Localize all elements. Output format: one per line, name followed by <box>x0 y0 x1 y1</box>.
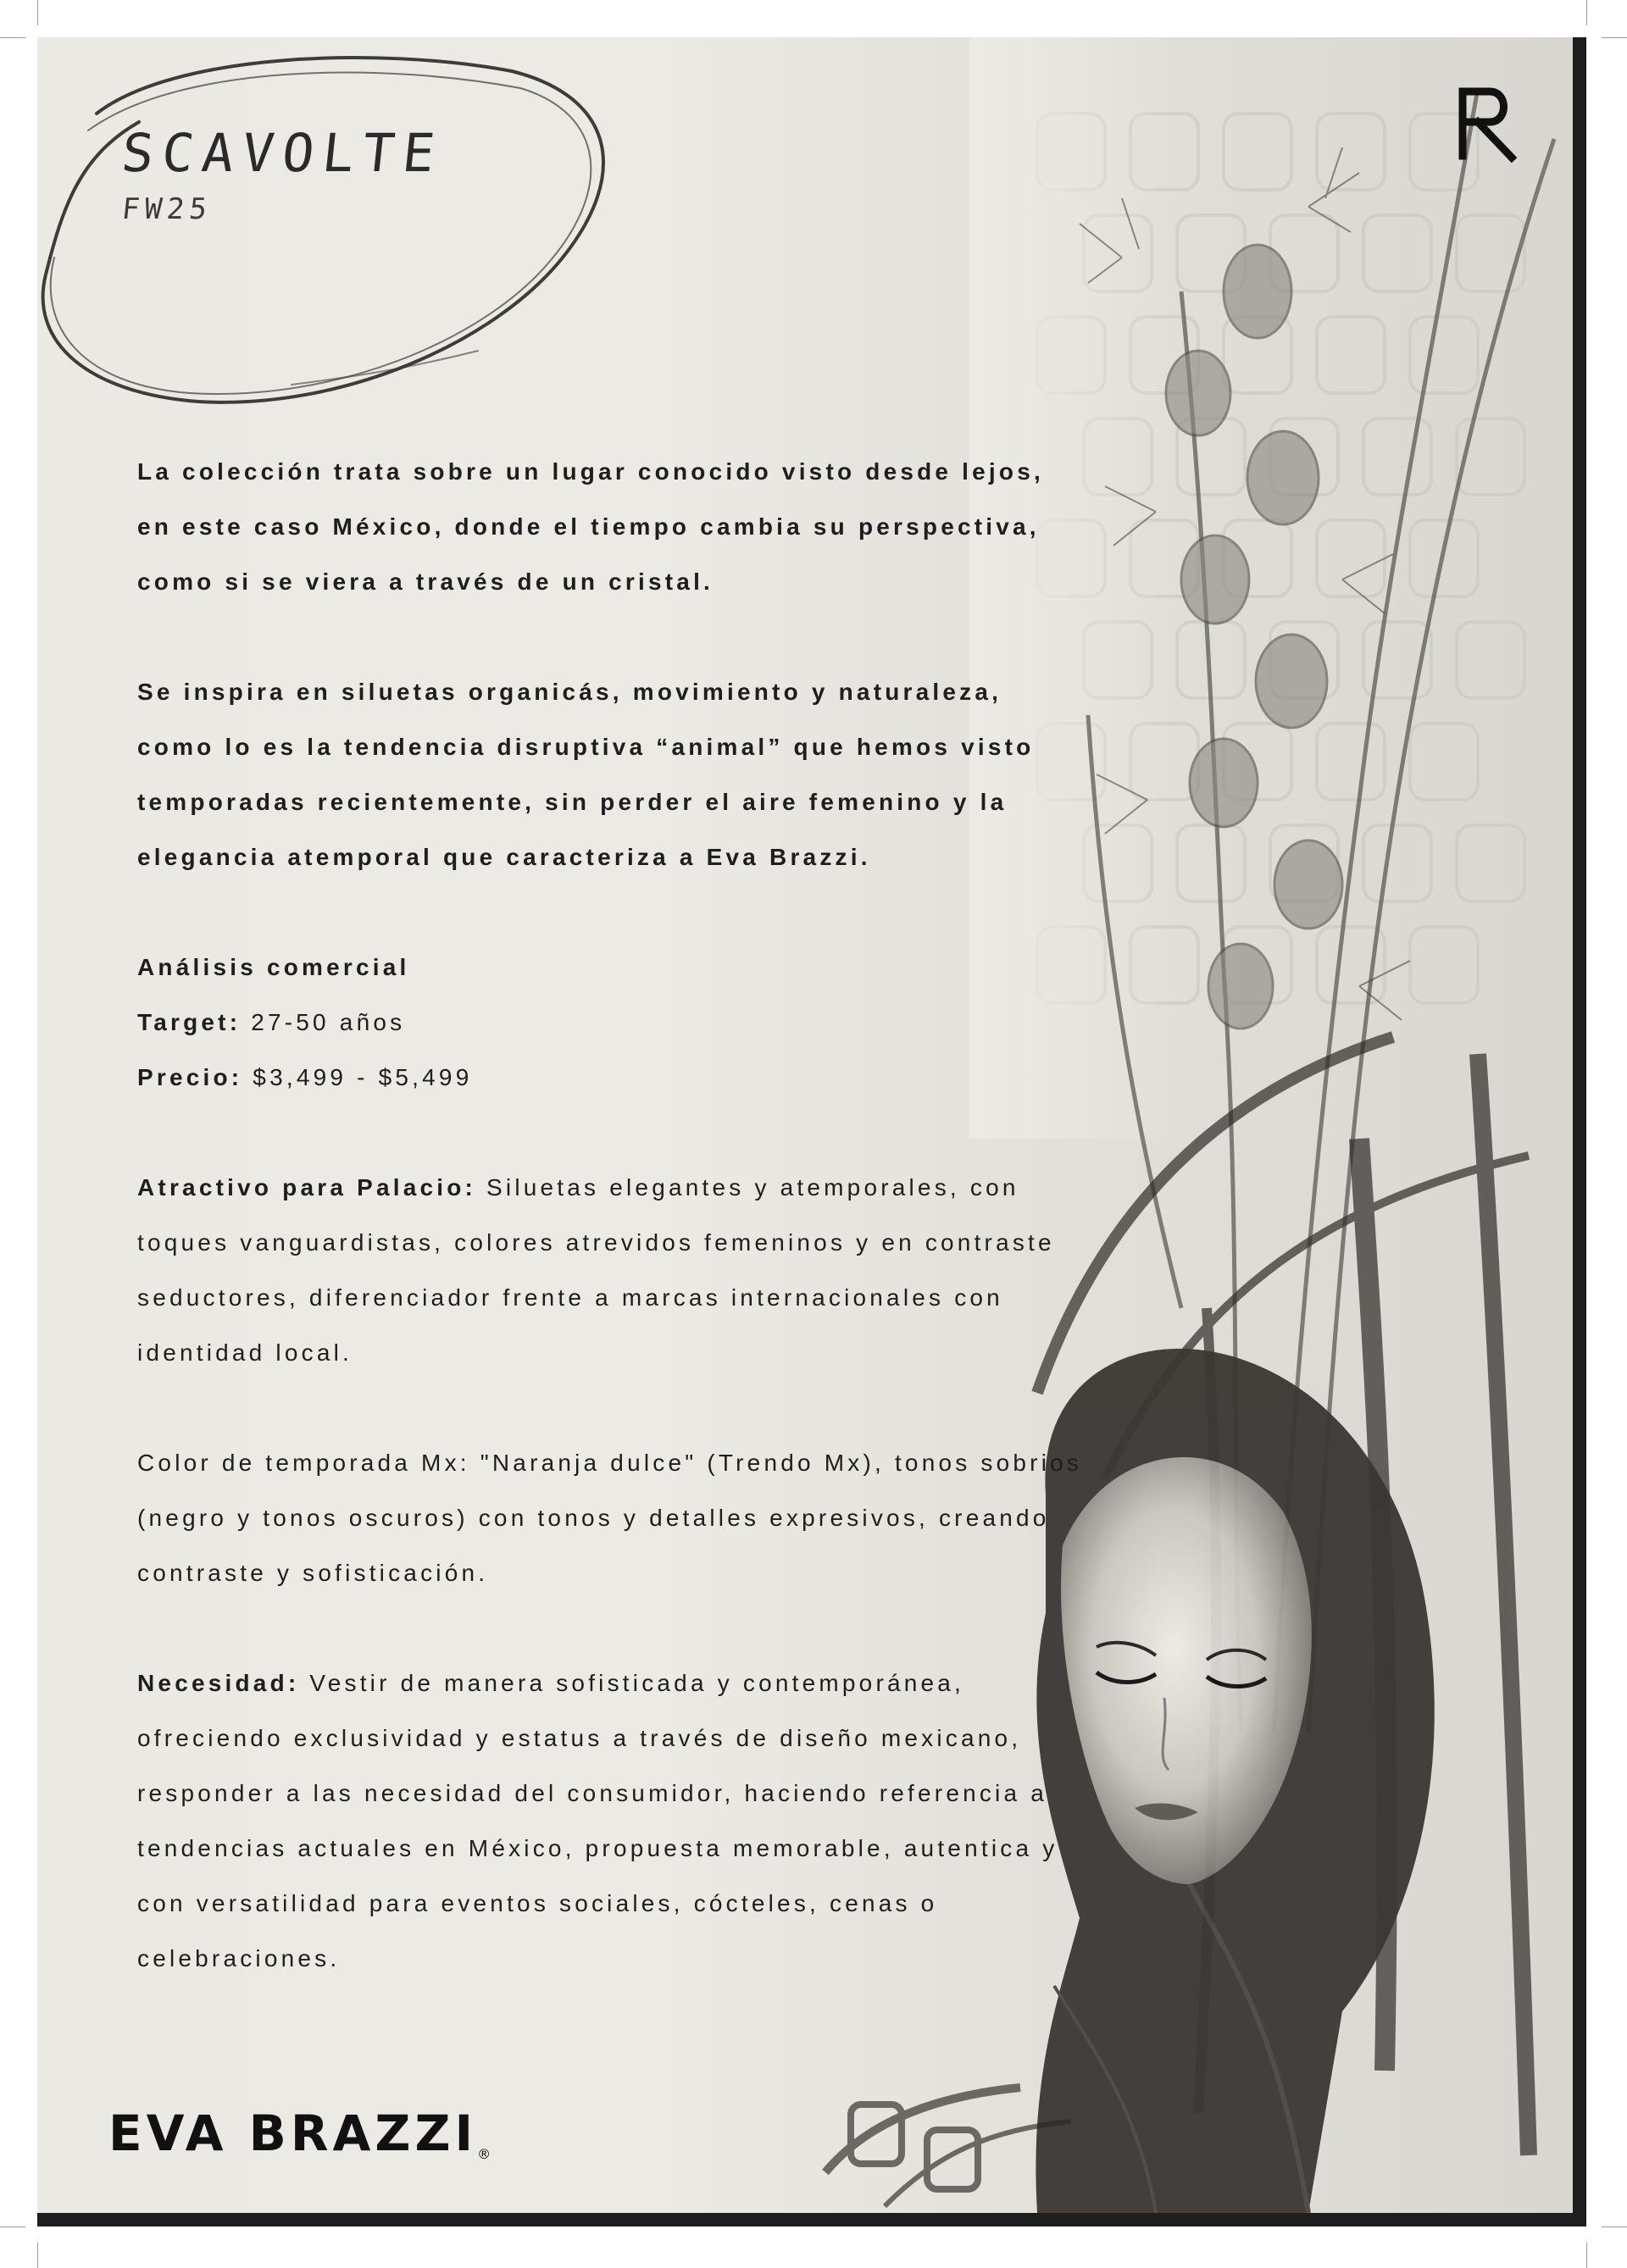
need-paragraph <box>137 1655 1086 1986</box>
page-frame-bottom <box>37 2213 1586 2226</box>
trim-mark <box>1602 37 1627 38</box>
price-line <box>137 1050 1086 1105</box>
price-label: Precio: <box>137 1064 243 1090</box>
title-scribble <box>37 37 630 444</box>
need-label: Necesidad: <box>137 1670 300 1696</box>
appeal-label: Atractivo para Palacio: <box>137 1174 477 1201</box>
lookbook-page <box>37 37 1573 2213</box>
color-paragraph: Color de temporada Mx: "Naranja dulce" (Trendo Mx), tonos sobrios (negro y tonos oscuros) con tonos y detalles expresivos, creando contraste y sofisticación. <box>137 1450 1083 1586</box>
collection-title-block <box>119 122 447 226</box>
price-value: $3,499 - $5,499 <box>242 1064 473 1090</box>
collection-description <box>137 444 1086 1986</box>
appeal-paragraph <box>137 1160 1086 1380</box>
brand-name: EVA BRAZZI <box>108 2104 478 2162</box>
target-label: Target: <box>137 1009 242 1035</box>
trim-mark <box>37 0 38 25</box>
brand-logo <box>108 2104 491 2162</box>
target-value: 27-50 años <box>241 1009 406 1035</box>
page-frame-right <box>1573 37 1586 2226</box>
trim-mark <box>0 2226 25 2227</box>
analysis-heading: Análisis comercial <box>137 954 410 980</box>
rp-monogram-icon <box>1452 85 1520 163</box>
target-line <box>137 995 1086 1050</box>
registered-mark: ® <box>477 2146 491 2162</box>
season-code: FW25 <box>119 192 214 226</box>
need-text: Vestir de manera sofisticada y contemporánea, ofreciendo exclusividad y estatus a través de diseño mexicano, responder a las necesidad del consumidor, haciendo referencia a tendencias actuales en México, propuesta memorable, autentica y con versatilidad para eventos sociales, cócteles, cenas o celebraciones. <box>137 1670 1058 1971</box>
trim-mark <box>1586 0 1587 25</box>
appeal-text: Siluetas elegantes y atemporales, con toques vanguardistas, colores atrevidos femeninos y en contraste seductores, diferenciador frente a marcas internacionales con identidad local. <box>137 1174 1055 1366</box>
trim-mark <box>37 2243 38 2268</box>
collection-title: SCAVOLTE <box>119 122 447 184</box>
inspiration-paragraph: Se inspira en siluetas organicás, movimiento y naturaleza, como lo es la tendencia disruptiva “animal” que hemos visto temporadas recientemente, sin perder el aire femenino y la elegancia atemporal que caracteriza a Eva Brazzi. <box>137 679 1035 870</box>
trim-mark <box>1602 2226 1627 2227</box>
intro-paragraph: La colección trata sobre un lugar conocido visto desde lejos, en este caso México, donde el tiempo cambia su perspectiva, como si se viera a través de un cristal. <box>137 458 1044 595</box>
trim-mark <box>0 37 25 38</box>
trim-mark <box>1586 2243 1587 2268</box>
